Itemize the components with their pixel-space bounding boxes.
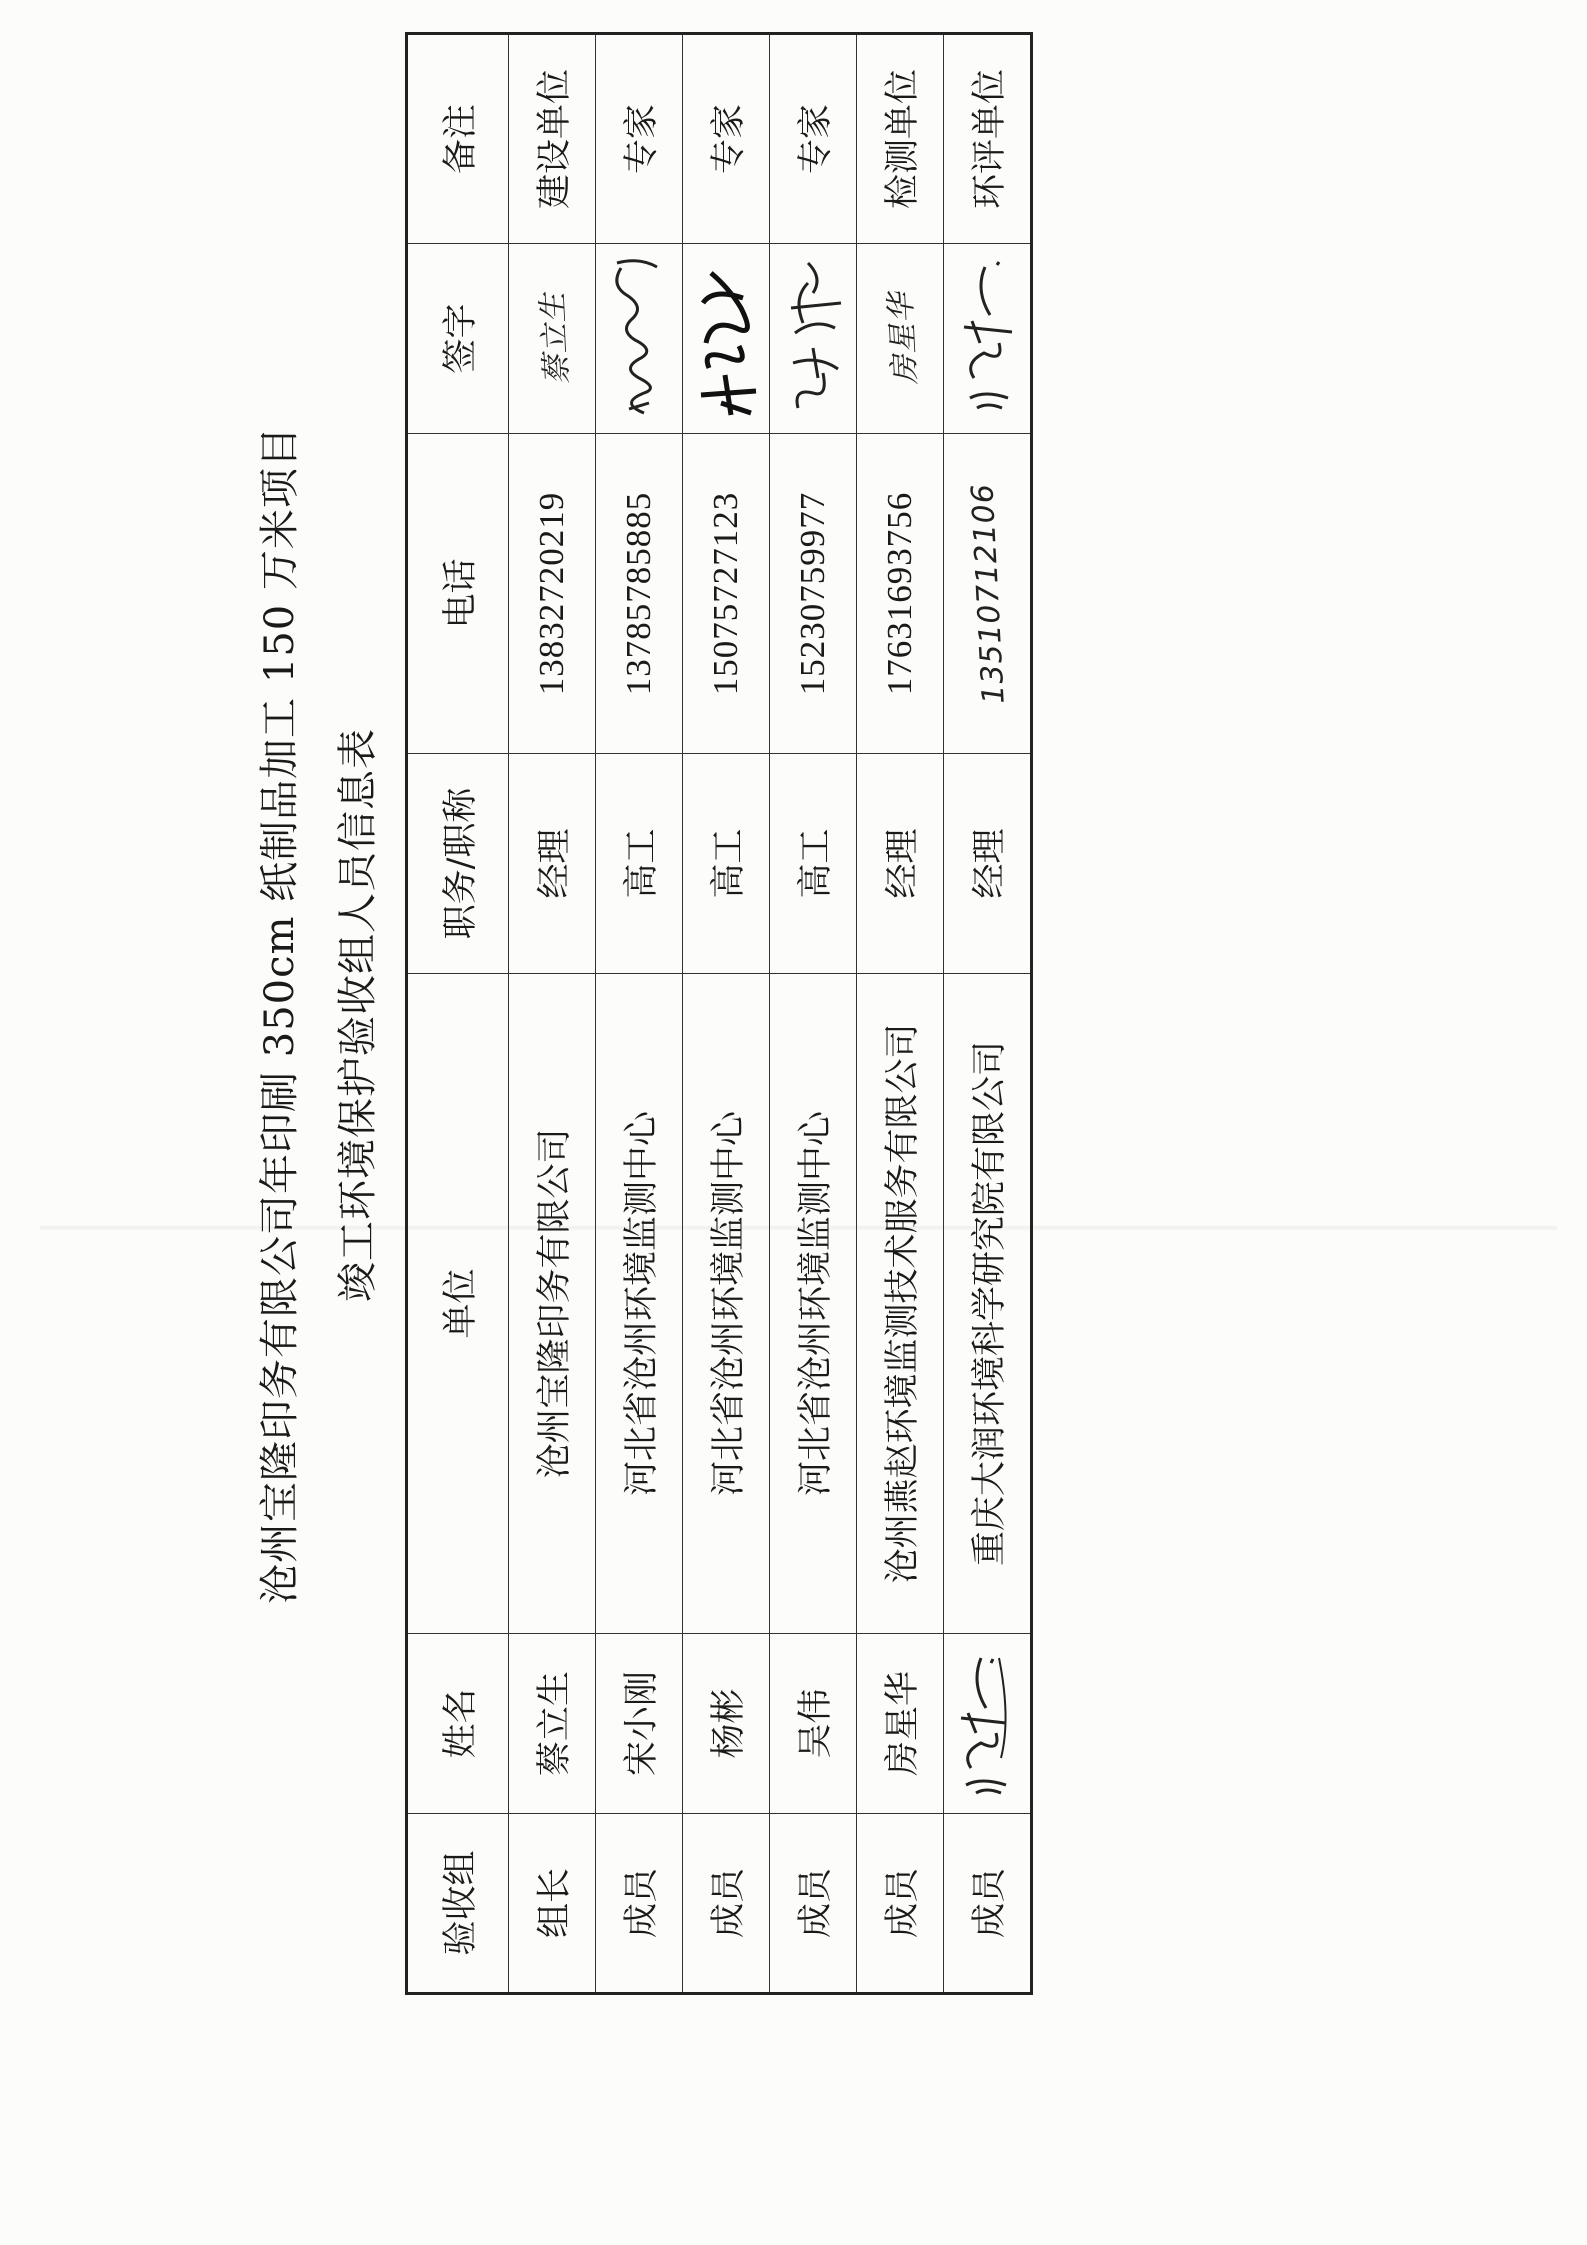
cell-name: 房星华 — [857, 1634, 944, 1814]
cell-position: 经理 — [944, 754, 1032, 974]
header-unit: 单位 — [407, 974, 509, 1634]
table-header-row — [407, 34, 509, 1994]
cell-signature — [857, 244, 944, 434]
cell-remarks: 专家 — [683, 34, 770, 244]
document-title: 沧州宝隆印务有限公司年印刷 350cm 纸制品加工 150 万米项目 — [257, 426, 303, 1604]
cell-unit: 重庆大润环境科学研究院有限公司 — [944, 974, 1032, 1634]
handwritten-signature-graphic — [783, 254, 843, 424]
handwritten-signature: 蔡立生 — [535, 290, 576, 386]
cell-name — [944, 1634, 1032, 1814]
header-name: 姓名 — [407, 1634, 509, 1814]
header-remarks: 备注 — [407, 34, 509, 244]
cell-group: 成员 — [857, 1814, 944, 1994]
cell-phone: 15075727123 — [683, 434, 770, 754]
cell-position: 经理 — [509, 754, 596, 974]
handwritten-signature-graphic — [691, 254, 761, 424]
cell-unit: 河北省沧州环境监测中心 — [596, 974, 683, 1634]
cell-signature — [509, 244, 596, 434]
header-signature: 签字 — [407, 244, 509, 434]
cell-name: 杨彬 — [683, 1634, 770, 1814]
handwritten-signature: 房星华 — [883, 290, 924, 386]
cell-group: 成员 — [596, 1814, 683, 1994]
cell-name: 吴伟 — [770, 1634, 857, 1814]
acceptance-team-table — [405, 32, 1033, 1995]
cell-position: 高工 — [770, 754, 857, 974]
cell-signature — [596, 244, 683, 434]
table-row — [509, 34, 596, 1994]
table-row — [770, 34, 857, 1994]
cell-unit: 河北省沧州环境监测中心 — [770, 974, 857, 1634]
cell-phone: 13832720219 — [509, 434, 596, 754]
handwritten-phone: 13510712106 — [965, 482, 1012, 705]
table-row — [683, 34, 770, 1994]
table-row — [944, 34, 1032, 1994]
cell-unit: 河北省沧州环境监测中心 — [683, 974, 770, 1634]
cell-remarks: 检测单位 — [857, 34, 944, 244]
cell-position: 经理 — [857, 754, 944, 974]
header-position: 职务/职称 — [407, 754, 509, 974]
document-page — [255, 15, 1275, 2015]
document-subtitle: 竣工环境保护验收组人员信息表 — [335, 728, 381, 1302]
cell-name: 蔡立生 — [509, 1634, 596, 1814]
handwritten-signature-graphic — [952, 254, 1022, 424]
cell-signature — [944, 244, 1032, 434]
cell-phone: 17631693756 — [857, 434, 944, 754]
cell-group: 成员 — [944, 1814, 1032, 1994]
cell-phone: 15230759977 — [770, 434, 857, 754]
table-row — [596, 34, 683, 1994]
cell-remarks: 建设单位 — [509, 34, 596, 244]
cell-group: 成员 — [683, 1814, 770, 1994]
cell-phone: 13785785885 — [596, 434, 683, 754]
cell-remarks: 专家 — [770, 34, 857, 244]
cell-group: 成员 — [770, 1814, 857, 1994]
handwritten-name-signature-graphic — [946, 1643, 1026, 1803]
cell-signature — [770, 244, 857, 434]
cell-remarks: 专家 — [596, 34, 683, 244]
cell-group: 组长 — [509, 1814, 596, 1994]
cell-name: 宋小刚 — [596, 1634, 683, 1814]
cell-unit: 沧州宝隆印务有限公司 — [509, 974, 596, 1634]
header-phone: 电话 — [407, 434, 509, 754]
cell-position: 高工 — [596, 754, 683, 974]
cell-remarks: 环评单位 — [944, 34, 1032, 244]
header-group: 验收组 — [407, 1814, 509, 1994]
cell-phone — [944, 434, 1032, 754]
cell-unit: 沧州燕赵环境监测技术服务有限公司 — [857, 974, 944, 1634]
cell-signature — [683, 244, 770, 434]
cell-position: 高工 — [683, 754, 770, 974]
table-row — [857, 34, 944, 1994]
handwritten-signature-graphic — [609, 254, 669, 424]
